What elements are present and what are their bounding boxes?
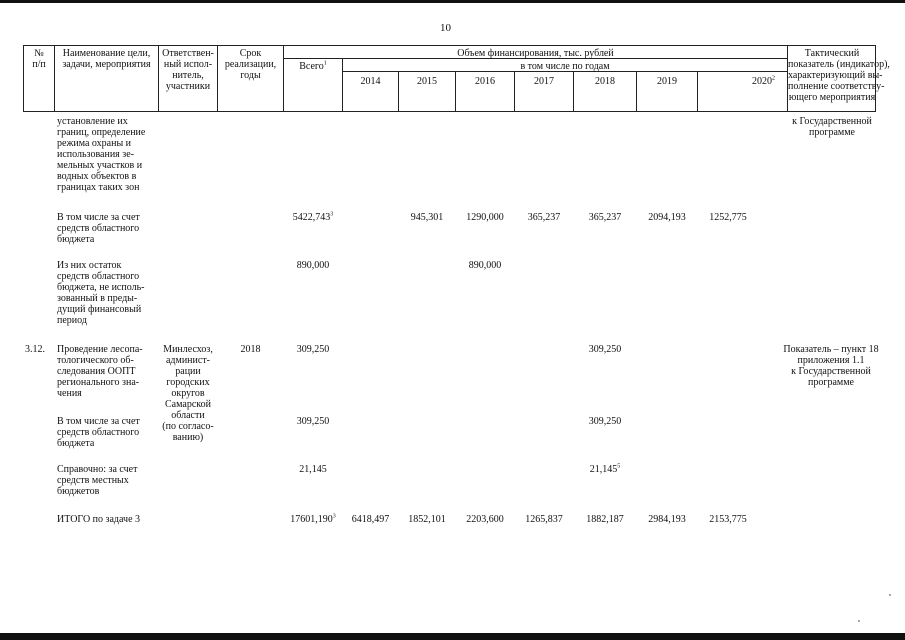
header-year-2014: 2014 bbox=[360, 76, 381, 87]
row-312-2018: 309,250 bbox=[588, 344, 622, 355]
row-312-num: 3.12. bbox=[25, 344, 45, 355]
header-bottom-line bbox=[23, 111, 876, 112]
header-top-line bbox=[23, 45, 876, 46]
row-cont-indicator: к Государственной программе bbox=[792, 116, 872, 138]
row-312-responsible: Минлесхоз, админист- рации городских округов Самарской области (по согласо- ванию) bbox=[162, 344, 214, 443]
row-itogo-2017: 1265,837 bbox=[525, 514, 563, 525]
scan-edge-bottom bbox=[0, 633, 905, 640]
row-local-total: 21,145 bbox=[299, 464, 327, 475]
row-itogo-2018: 1882,187 bbox=[586, 514, 624, 525]
row-312-regional-total: 309,250 bbox=[296, 416, 330, 427]
row-regional-2019: 2094,193 bbox=[648, 212, 686, 223]
header-year-2018: 2018 bbox=[595, 76, 615, 87]
row-itogo-total: 17601,190$^3$ bbox=[290, 513, 336, 525]
row-312-regional-name: В том числе за счет средств областного бюджета bbox=[57, 416, 140, 449]
row-itogo-2019: 2984,193 bbox=[648, 514, 686, 525]
header-term: Срок реализации, годы bbox=[224, 48, 277, 81]
header-year-2015: 2015 bbox=[417, 76, 437, 87]
header-num: № п/п bbox=[32, 48, 46, 70]
header-year-2020: 2020$^2$ bbox=[752, 75, 775, 87]
row-312-name: Проведение лесопа- тологического об- следования ООПТ регионального зна- чения bbox=[57, 344, 143, 399]
row-312-indicator: Показатель – пункт 18 приложения 1.1 к Государственной программе bbox=[783, 344, 879, 388]
row-regional-2018: 365,237 bbox=[588, 212, 622, 223]
header-year-2016: 2016 bbox=[475, 76, 495, 87]
header-year-2017: 2017 bbox=[534, 76, 554, 87]
row-regional-2015: 945,301 bbox=[410, 212, 444, 223]
row-regional-2017: 365,237 bbox=[527, 212, 561, 223]
row-regional-2020: 1252,775 bbox=[709, 212, 747, 223]
row-312-total: 309,250 bbox=[296, 344, 330, 355]
row-regional-name: В том числе за счет средств областного бюджета bbox=[57, 212, 140, 245]
row-regional-2016: 1290,000 bbox=[466, 212, 504, 223]
row-local-2018: 21,145$^5$ bbox=[589, 463, 621, 475]
row-itogo-2020: 2153,775 bbox=[709, 514, 747, 525]
header-total: Всего$^1$ bbox=[299, 60, 327, 72]
row-312-regional-2018: 309,250 bbox=[588, 416, 622, 427]
scan-edge-top bbox=[0, 0, 905, 3]
row-312-term: 2018 bbox=[240, 344, 261, 355]
header-responsible: Ответствен- ный испол- нитель, участники bbox=[162, 48, 214, 92]
row-itogo-2016: 2203,600 bbox=[466, 514, 504, 525]
header-indicator: Тактический показатель (индикатор), характеризующий вы- полнение соответству- ющего мероприятия bbox=[788, 48, 890, 103]
row-remainder-2016: 890,000 bbox=[468, 260, 502, 271]
row-local-name: Справочно: за счет средств местных бюджетов bbox=[57, 464, 138, 497]
row-regional-total: 5422,743$^3$ bbox=[292, 211, 334, 223]
row-itogo-2014: 6418,497 bbox=[351, 514, 390, 525]
row-remainder-total: 890,000 bbox=[296, 260, 330, 271]
scan-speck bbox=[858, 620, 860, 622]
header-name: Наименование цели, задачи, мероприятия bbox=[62, 48, 151, 70]
header-by-years: в том числе по годам bbox=[520, 61, 610, 72]
row-cont-name: установление их границ, определение режима охраны и использования зе- мельных участков и водных объектов в границах таких зон bbox=[57, 116, 146, 193]
scan-speck bbox=[889, 594, 891, 596]
page-number: 10 bbox=[440, 22, 451, 34]
header-funding-title: Объем финансирования, тыс. рублей bbox=[457, 48, 614, 59]
header-year-2019: 2019 bbox=[657, 76, 677, 87]
row-itogo-2015: 1852,101 bbox=[408, 514, 446, 525]
row-itogo-name: ИТОГО по задаче 3 bbox=[57, 514, 141, 525]
row-remainder-name: Из них остаток средств областного бюджета, не исполь- зованный в преды- дущий финансовый период bbox=[57, 260, 145, 326]
